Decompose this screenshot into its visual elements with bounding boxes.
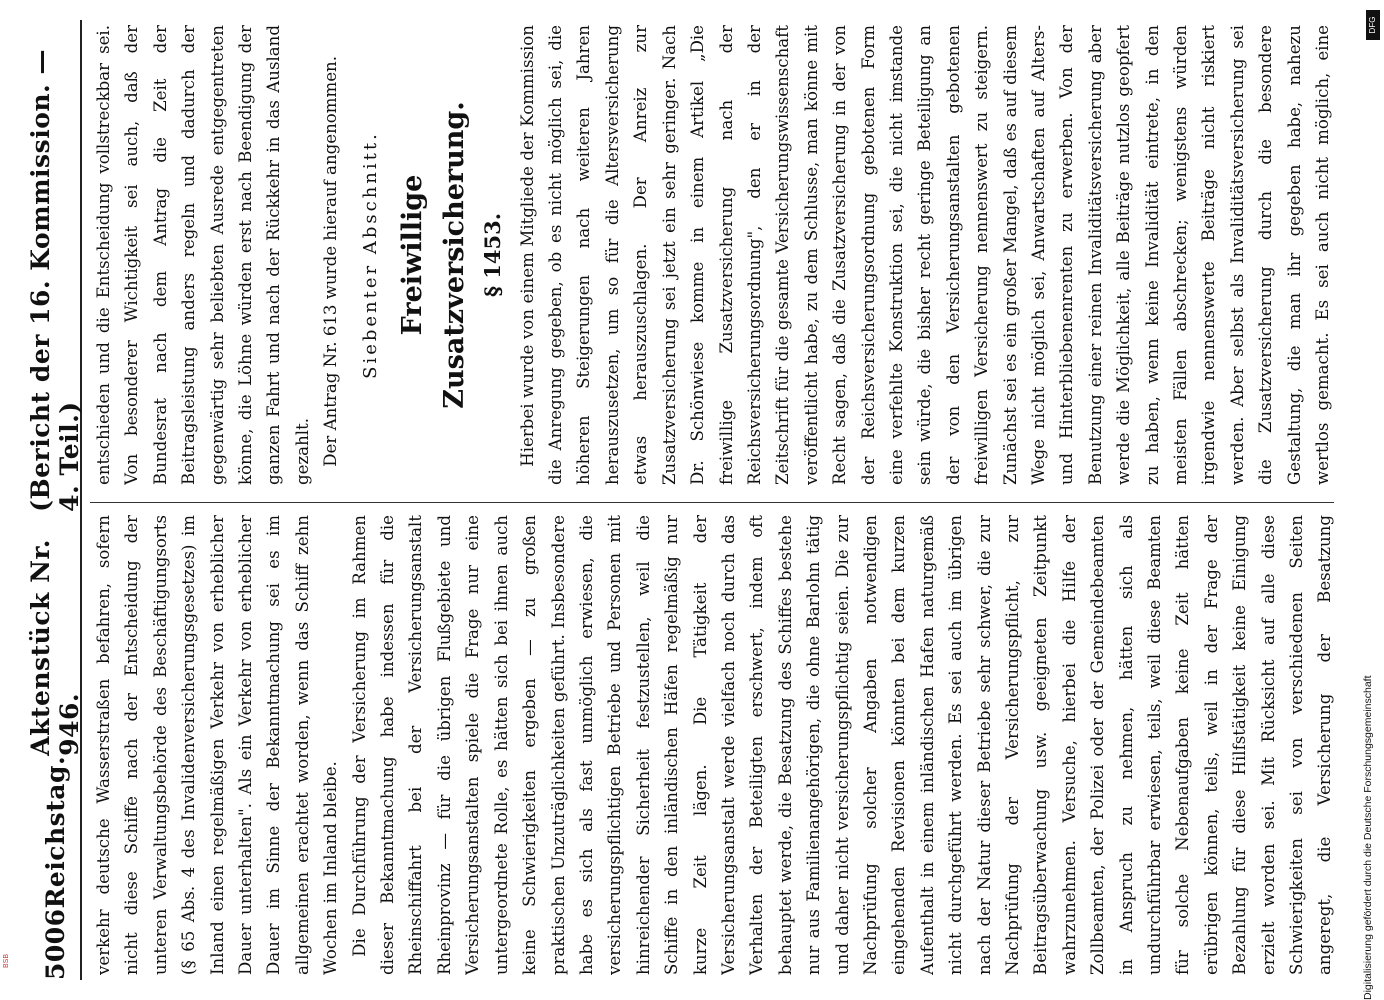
left-paragraph-1: verkehr deutsche Wasserstraßen befahren, sofern nicht diese Schiffe nach der Entscheidung der unteren Verwaltungsbehörde des Beschäftigungsorts (§ 65 Abs. 4 des Invalidenversicherungsgesetzes) im Inland einen regelmäßigen Verkehr von erheblicher Dauer unterhalten". Als ein Verkehr von erheblicher Dauer im Sinne der Bekanntmachung sei es im allgemeinen erachtet worden, wenn das Schiff zehn Wochen im Inland bleibe. (94, 515, 341, 975)
digitization-credit (1362, 10, 1382, 1000)
digitization-credit-text: Digitalisierung gefördert durch die Deutsche Forschungsgemeinschaft (1362, 675, 1374, 1000)
left-paragraph-2: Die Durchführung der Versicherung im Rahmen dieser Bekanntmachung habe indessen für die Rheinschiffahrt bei der Versicherungsanstalt Rheinprovinz — für die übrigen Flußgebiete und Versicherungsanstalten spiele die Frage nur eine untergeordnete Rolle, es hätten sich bei ihnen auch keine Schwierigkeiten ergeben — zu großen praktischen Unzuträglichkeiten geführt. Insbesondere habe es sich als fast unmöglich erwiesen, die versicherungspflichtigen Betriebe und Personen mit hinreichender Sicherheit festzustellen, weil die Schiffe in den inländischen Häfen regelmäßig nur kurze Zeit lägen. Die Tätigkeit der Versicherungsanstalt werde vielfach noch durch das Verhalten der Beteiligten erschwert, indem oft behauptet werde, die Besatzung des Schiffes bestehe nur aus Familienangehörigen, die ohne Barlohn tätig und daher nicht versicherungspflichtig seien. Die zur Nachprüfung solcher Angaben notwendigen eingehenden Revisionen könnten bei dem kurzen Aufenthalt in einem inländischen Hafen naturgemäß nicht durchgeführt werden. Es sei auch im übrigen nach der Natur dieser Betriebe sehr schwer, die zur Nachprüfung der Versicherungspflicht, zur Beitragsüberwachung usw. geeigneten Zeitpunkt wahrzunehmen. Versuche, hierbei die Hilfe der Zollbeamten, der Polizei oder der Gemeindebeamten in Anspruch zu nehmen, hätten sich als undurchführbar erwiesen, teils, weil diese Beamten für solche Nebenaufgaben keine Zeit hätten erübrigen können, teils, weil in der Frage der Bezahlung für diese Hilfstätigkeit keine Einigung erzielt worden sei. Mit Rücksicht auf alle diese Schwierigkeiten sei von verschiedenen Seiten angeregt, die Versicherung der Besatzung (349, 515, 1334, 975)
bsb-mark: BSB (3, 953, 10, 968)
section-title: Siebenter Abschnitt. (359, 131, 381, 379)
section-heading: Freiwillige Zusatzversicherung. (396, 101, 470, 409)
page-number: 5006 (40, 908, 70, 980)
section-paragraph-number: § 1453. (479, 212, 505, 298)
header-left-title: Reichstag. (40, 755, 70, 909)
dfg-logo-text: DFG (1368, 16, 1377, 34)
column-divider (90, 502, 1334, 503)
dfg-logo (1366, 10, 1380, 40)
header-right-title: (Bericht der 16. Kommission. — 4. Teil.) (26, 49, 84, 512)
header-center-title: Aktenstück Nr. 946. (26, 538, 84, 756)
left-column (90, 515, 1334, 975)
right-column (90, 25, 1334, 485)
right-intro-paragraph-1: entschieden und die Entscheidung vollstreckbar sei. Von besonderer Wichtigkeit sei auch, daß der Bundesrat nach dem Antrag die Zeit der Beitragsleistung anders regeln und dadurch der gegenwärtig sehr beliebten Ausrede entgegentreten könne, die Löhne würden erst nach Beendigung der ganzen Fahrt und nach der Rückkehr in das Ausland gezahlt. (94, 25, 312, 485)
page-header (26, 20, 84, 980)
right-intro-paragraph-2: Der Antrag Nr. 613 wurde hierauf angenommen. (321, 55, 341, 467)
right-body-paragraph-1: Hierbei wurde von einem Mitgliede der Kommission die Anregung gegeben, ob es nicht möglich sei, die höheren Steigerungen nach weiteren Jahren herauszusetzen, um so für die Altersversicherung etwas herauszuschlagen. Der Anreiz zur Zusatzversicherung sei jetzt ein sehr geringer. Nach Dr. Schönwiese komme in einem Artikel „Die freiwillige Zusatzversicherung nach der Reichsversicherungsordnung", den er in der Zeitschrift für die gesamte Versicherungswissenschaft veröffentlicht habe, zu dem Schlusse, man könne mit Recht sagen, daß die Zusatzversicherung in der von der Reichsversicherungsordnung gebotenen Form eine verfehlte Konstruktion sei, die nicht imstande sein würde, die bisher recht geringe Beteiligung an der von den Versicherungsanstalten gebotenen freiwilligen Versicherung nennenswert zu steigern. Zunächst sei es ein großer Mangel, daß es auf diesem Wege nicht möglich sei, Anwartschaften auf Alters- und Hinterbliebenenrenten zu erwerben. Von der Benutzung einer reinen Invaliditätsversicherung aber werde die Möglichkeit, alle Beiträge nutzlos geopfert zu haben, wenn keine Invalidität eintrete, in den meisten Fällen abschrecken; wenigstens würden irgendwie nennenswerte Beiträge nicht riskiert werden. Aber selbst als Invaliditätsversicherung sei die Zusatzversicherung durch die besondere Gestaltung, die man ihr gegeben habe, nahezu wertlos gemacht. Es sei auch nicht möglich, eine (517, 25, 1333, 485)
